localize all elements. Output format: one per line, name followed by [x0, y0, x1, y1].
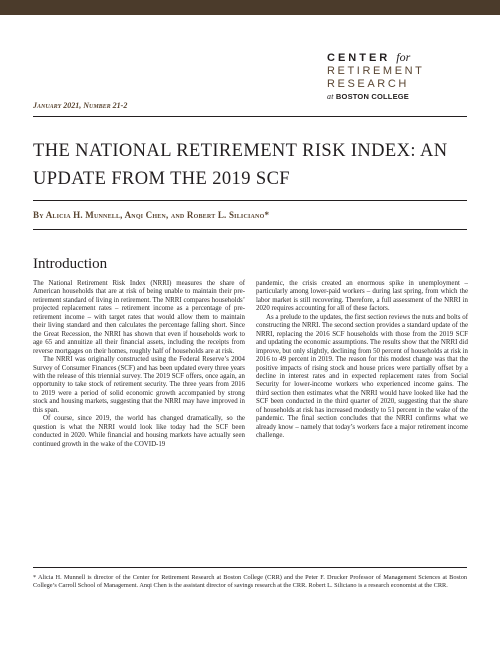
authors-rule [33, 229, 467, 230]
paragraph: The National Retirement Risk Index (NRRI) measures the share of American households that are at risk of being unable to maintain their pre-retirement standard of living in retirement. The NRRI compares households’ projected replacement rates – retirement income as a percentage of pre-retirement income – with target rates that would allow them to maintain their living standard and then calculates the percentage falling short. Since the Great Recession, the NRRI has shown that even if households work to age 65 and annuitize all their financial assets, including the receipts from reverse mortgages on their homes, roughly half of households are at risk. [33, 280, 245, 355]
paragraph: As a prelude to the updates, the first section reviews the nuts and bolts of constructing the NRRI. The second section provides a standard update of the NRRI, replacing the 2016 SCF households with those from the 2019 SCF and updating the economic assumptions. The results show that the NRRI did improve, but only slightly, declining from 50 percent of households at risk in 2016 to 49 percent in 2019. The reason for this modest change was that the positive impacts of rising stock and house prices were partially offset by a decline in interest rates and in expected replacement rates from Social Security for lower-income workers who experienced income gains. The third section then estimates what the NRRI would have looked like had the SCF been conducted in the third quarter of 2020, suggesting that the share of households at risk has increased modestly to 51 percent in the wake of the pandemic. The final section concludes that the NRRI confirms what we already know – namely that today’s workers face a major retirement income challenge. [256, 313, 468, 440]
logo-line-retirement: RETIREMENT [327, 65, 425, 77]
paragraph: pandemic, the crisis created an enormous spike in unemployment – particularly among lower-paid workers – during last spring, from which the labor market is still recovering. Therefore, a full assessment of the NRRI in 2020 requires accounting for all of these factors. [256, 280, 468, 313]
top-color-bar [0, 0, 500, 15]
section-heading: Introduction [33, 256, 108, 272]
body-column-right [256, 280, 468, 441]
title-rule [33, 200, 467, 201]
logo-line-research: RESEARCH [327, 78, 409, 90]
crr-logo [327, 50, 477, 101]
page-title: THE NATIONAL RETIREMENT RISK INDEX: AN UPDATE FROM THE 2019 SCF [33, 141, 448, 189]
authors-line: By Alicia H. Munnell, Anqi Chen, and Robert L. Siliciano* [33, 210, 270, 220]
author-footnote: * Alicia H. Munnell is director of the Center for Retirement Research at Boston College (CRR) and the Peter F. Drucker Professor of Management Sciences at Boston College’s Carroll School of Management. Anqi Chen is the assistant director of savings research at the CRR. Robert L. Siliciano is a research economist at the CRR. [33, 574, 467, 589]
issue-date: January 2021, Number 21-2 [33, 101, 128, 110]
paragraph: Of course, since 2019, the world has changed dramatically, so the question is what the NRRI would look like today had the SCF been conducted in 2020. While financial and housing markets have actually seen continued growth in the wake of the COVID-19 [33, 415, 245, 448]
body-column-left [33, 280, 245, 449]
logo-line-center: CENTER for [327, 50, 411, 64]
paragraph: The NRRI was originally constructed using the Federal Reserve’s 2004 Survey of Consumer Finances (SCF) and has been updated every three years with the release of this triennial survey. The 2019 SCF offers, once again, an opportunity to take stock of retirement security. The three years from 2016 to 2019 were a period of solid economic growth accompanied by strong stock and housing markets, suggesting that the NRRI may have improved in this span. [33, 356, 245, 414]
footnote-rule [33, 567, 467, 568]
logo-line-boston-college: at BOSTON COLLEGE [327, 92, 410, 101]
top-rule [33, 116, 467, 117]
